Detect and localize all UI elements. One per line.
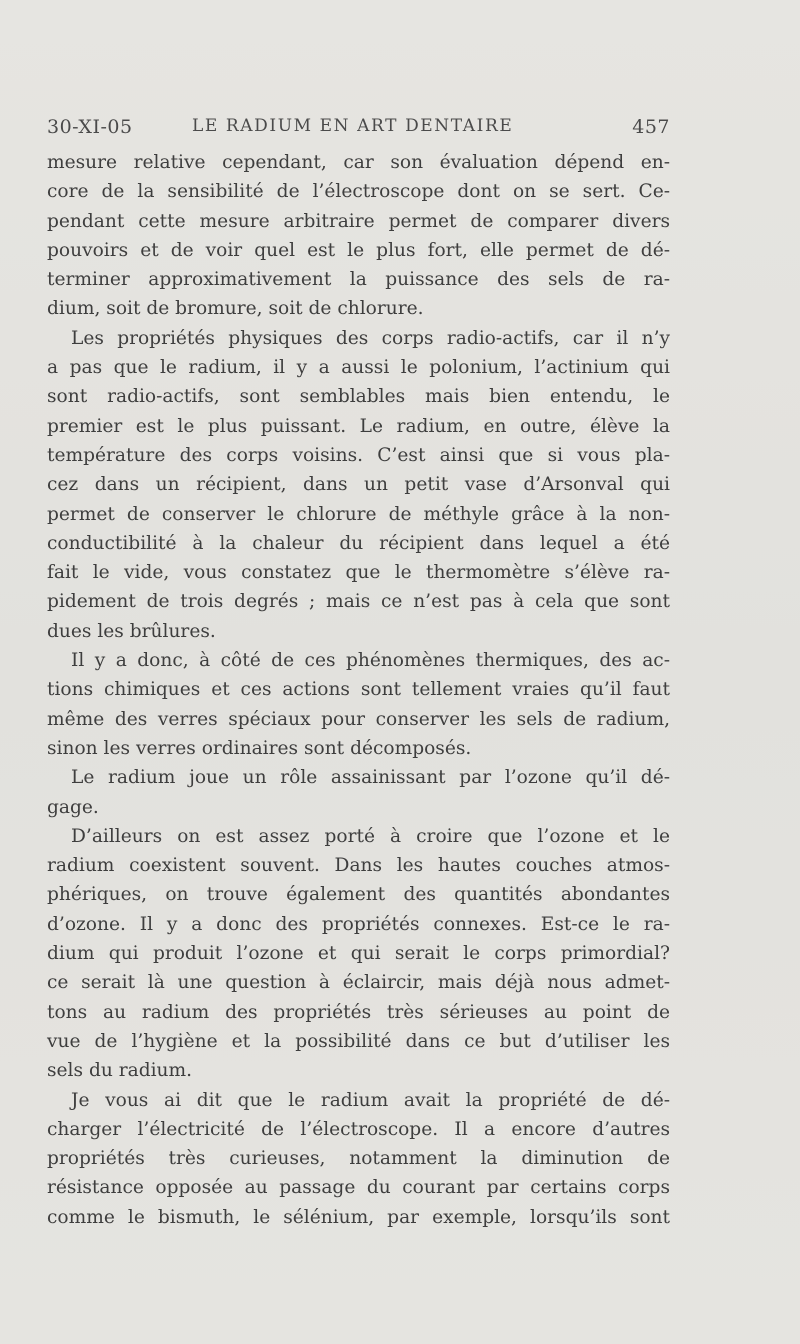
text-line: D’ailleurs on est assez porté à croire que l’ozone et le — [71, 825, 670, 847]
text-line: Il y a donc, à côté de ces phénomènes thermiques, des ac- — [71, 650, 670, 672]
text-line: tons au radium des propriétés très sérieuses au point de — [47, 1001, 670, 1023]
running-head-title: LE RADIUM EN ART DENTAIRE — [192, 116, 514, 136]
text-line: dues les brûlures. — [47, 620, 216, 642]
text-line: propriétés très curieuses, notamment la diminution de — [47, 1148, 670, 1170]
text-line: gage. — [47, 796, 99, 818]
text-line: d’ozone. Il y a donc des propriétés connexes. Est-ce le ra- — [47, 913, 670, 935]
text-line: charger l’électricité de l’électroscope. Il a encore d’autres — [47, 1118, 670, 1140]
text-line: tions chimiques et ces actions sont tellement vraies qu’il faut — [47, 679, 670, 701]
text-line: même des verres spéciaux pour conserver les sels de radium, — [47, 708, 670, 730]
text-line: résistance opposée au passage du courant par certains corps — [47, 1177, 670, 1199]
text-line: core de la sensibilité de l’électroscope dont on se sert. Ce- — [47, 181, 670, 203]
text-line: Les propriétés physiques des corps radio-actifs, car il n’y — [71, 327, 670, 349]
text-line: pidement de trois degrés ; mais ce n’est pas à cela que sont — [47, 591, 670, 613]
text-line: sels du radium. — [47, 1060, 193, 1082]
text-line: permet de conserver le chlorure de méthyle grâce à la non- — [47, 503, 670, 525]
page-number: 457 — [632, 116, 670, 138]
text-line: radium coexistent souvent. Dans les hautes couches atmos- — [47, 855, 670, 877]
text-line: terminer approximativement la puissance des sels de ra- — [47, 269, 670, 291]
text-line: pendant cette mesure arbitraire permet de comparer divers — [47, 210, 670, 232]
text-line: température des corps voisins. C’est ainsi que si vous pla- — [47, 444, 670, 466]
running-head — [47, 116, 670, 142]
text-line: dium, soit de bromure, soit de chlorure. — [47, 298, 424, 320]
text-line: ce serait là une question à éclaircir, mais déjà nous admet- — [47, 972, 670, 994]
paragraph — [47, 1086, 670, 1232]
text-line: phériques, on trouve également des quantités abondantes — [47, 884, 670, 906]
running-head-date: 30-XI-05 — [47, 116, 133, 138]
text-line: dium qui produit l’ozone et qui serait le corps primordial? — [47, 943, 670, 965]
text-line: sinon les verres ordinaires sont décomposés. — [47, 737, 472, 759]
text-line: premier est le plus puissant. Le radium, en outre, élève la — [47, 415, 670, 437]
text-line: a pas que le radium, il y a aussi le polonium, l’actinium qui — [47, 357, 670, 379]
text-line: Le radium joue un rôle assainissant par l’ozone qu’il dé- — [71, 767, 670, 789]
paragraph — [47, 646, 670, 763]
text-line: fait le vide, vous constatez que le thermomètre s’élève ra- — [47, 562, 670, 584]
text-line: comme le bismuth, le sélénium, par exemple, lorsqu’ils sont — [47, 1206, 670, 1228]
text-line: pouvoirs et de voir quel est le plus fort, elle permet de dé- — [47, 239, 670, 261]
paragraph — [47, 324, 670, 646]
paragraph — [47, 822, 670, 1086]
text-line: conductibilité à la chaleur du récipient dans lequel a été — [47, 532, 670, 554]
paragraph — [47, 148, 670, 324]
text-line: Je vous ai dit que le radium avait la propriété de dé- — [71, 1089, 670, 1111]
text-line: cez dans un récipient, dans un petit vase d’Arsonval qui — [47, 474, 670, 496]
paragraph — [47, 763, 670, 822]
body-text — [47, 148, 670, 1232]
text-line: sont radio-actifs, sont semblables mais bien entendu, le — [47, 386, 670, 408]
text-line: mesure relative cependant, car son évaluation dépend en- — [47, 152, 670, 173]
text-line: vue de l’hygiène et la possibilité dans ce but d’utiliser les — [47, 1030, 670, 1052]
